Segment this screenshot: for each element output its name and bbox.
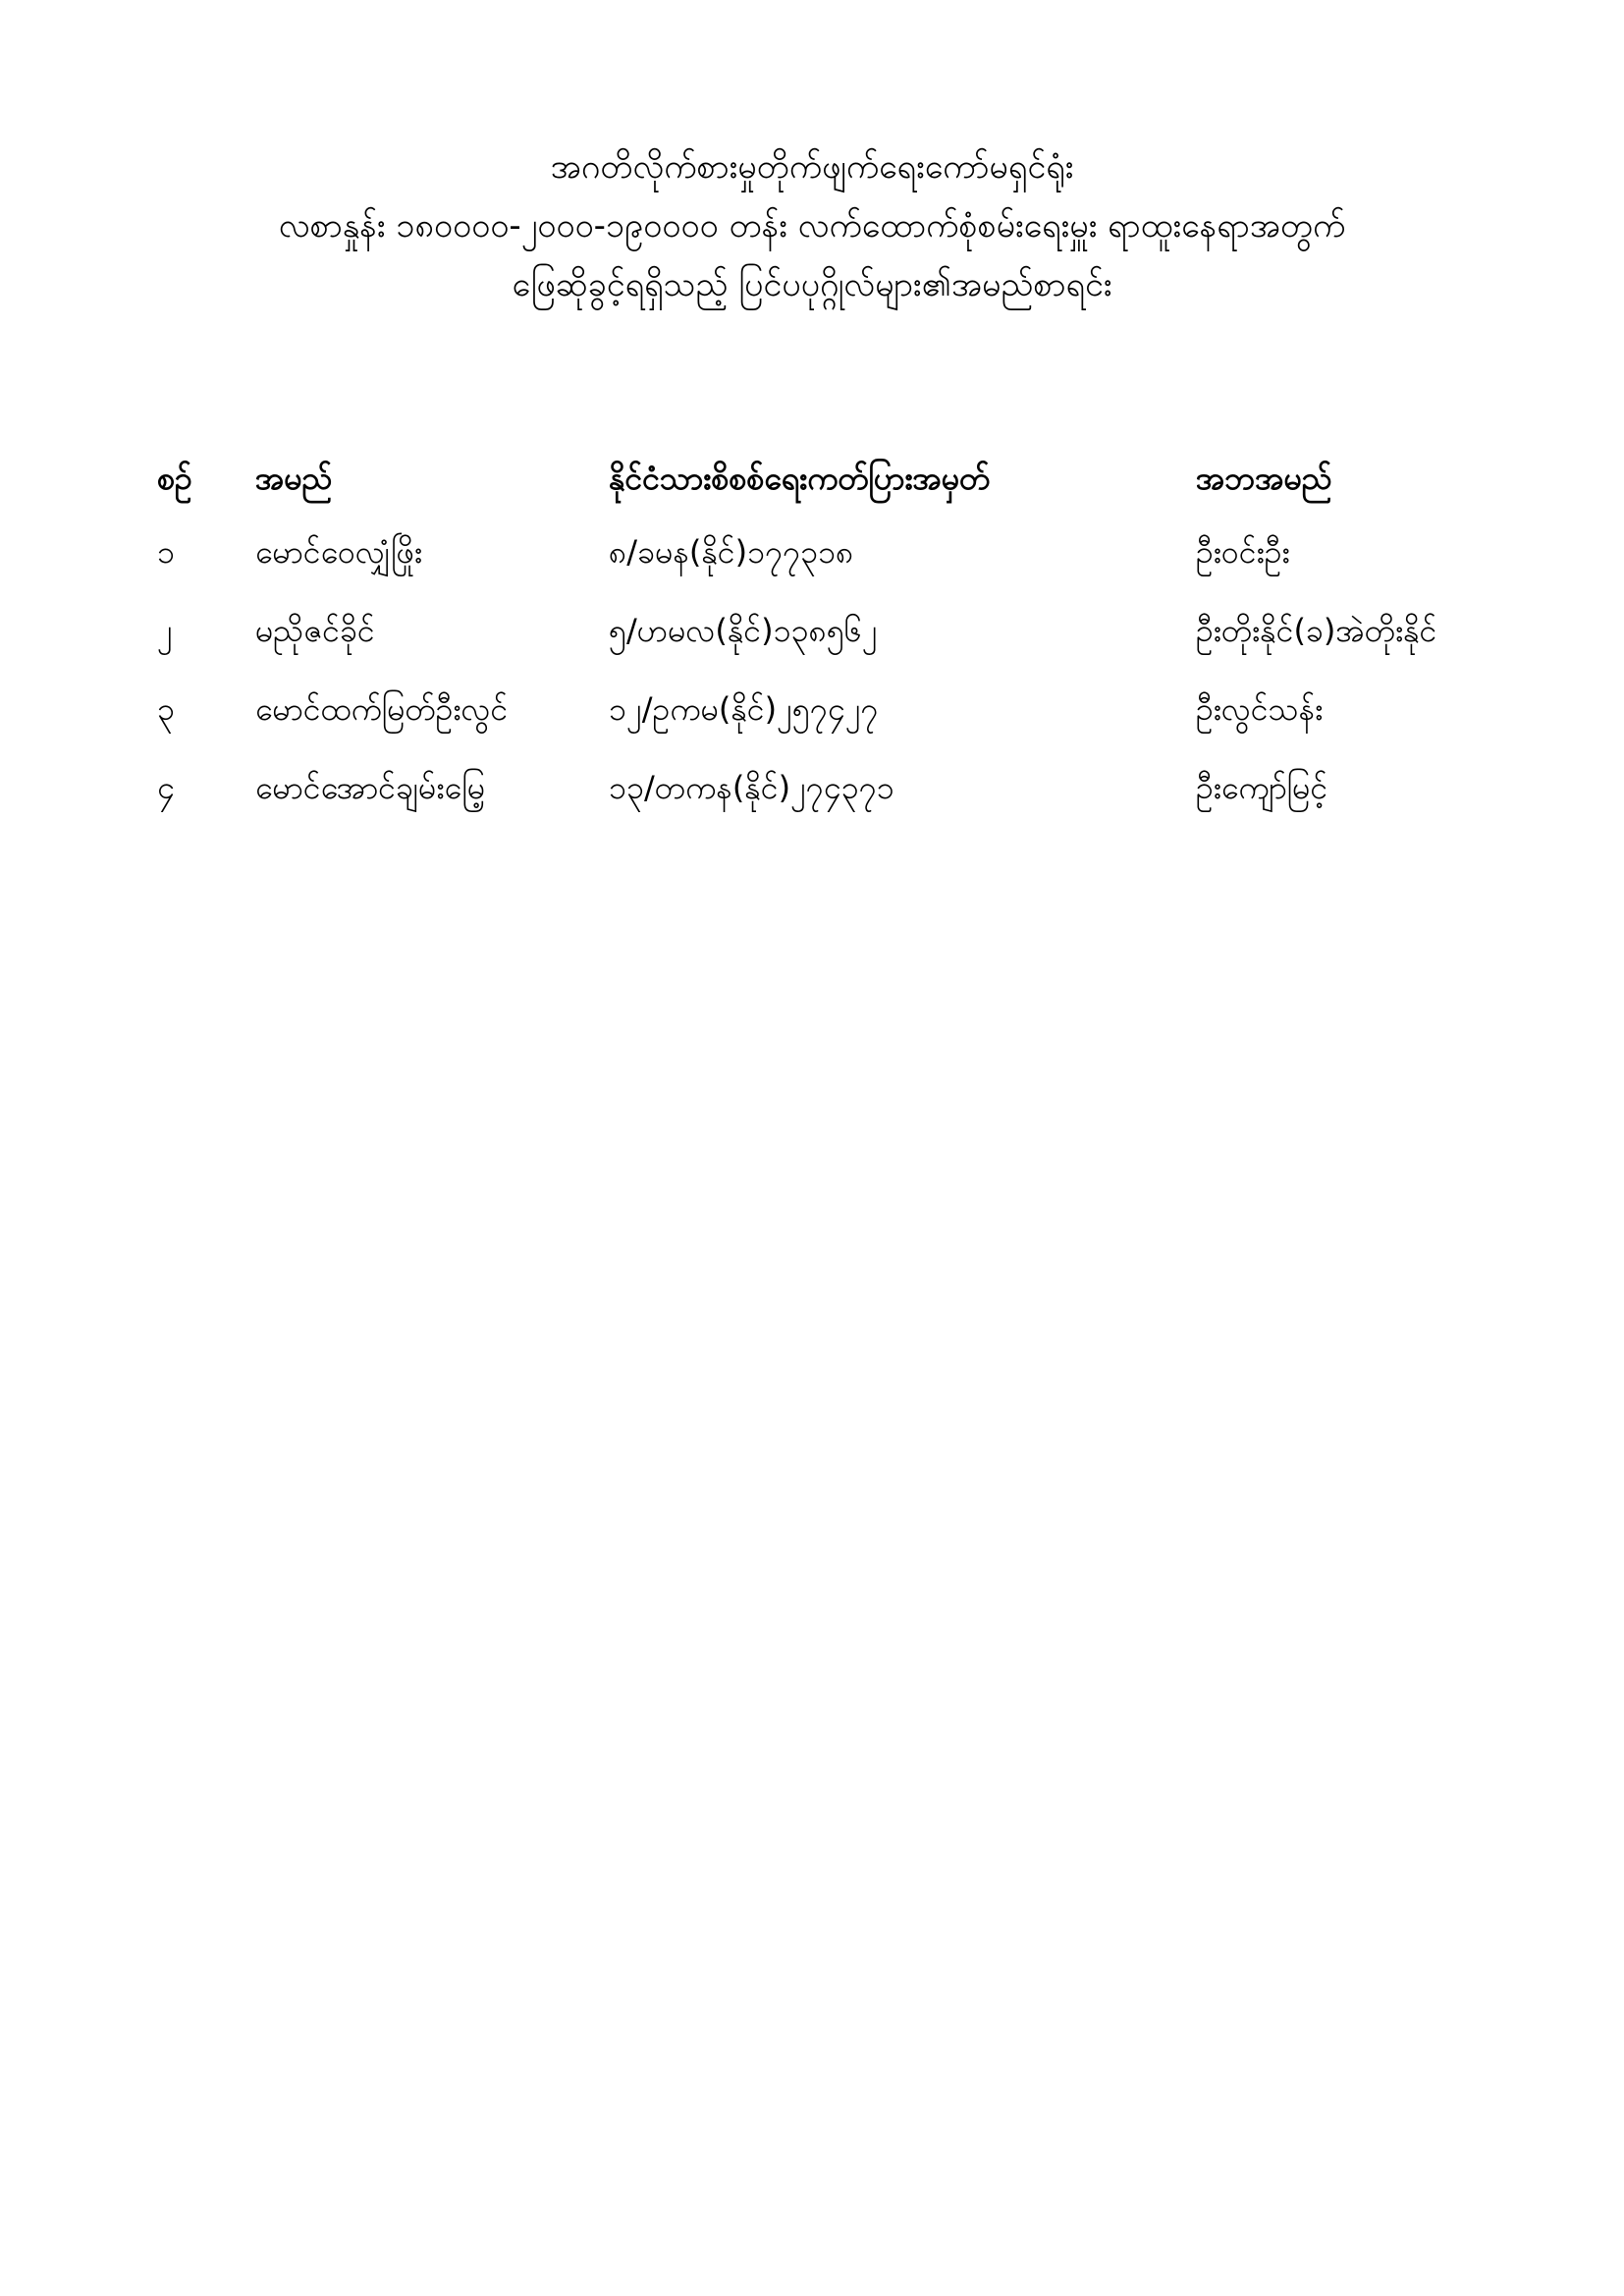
nrc-number: ၅/ဟမလ(နိုင်)၁၃၈၅၆၂	[609, 612, 878, 649]
column-header-name: အမည်	[255, 460, 333, 497]
column-header-serial: စဉ်	[157, 460, 192, 497]
father-name: ဦးတိုးနိုင်(ခ)အဲတိုးနိုင်	[1196, 612, 1437, 649]
serial-number: ၁	[157, 533, 175, 571]
candidate-name: မောင်အောင်ချမ်းမြေ့	[255, 769, 486, 806]
office-title: အဂတိလိုက်စားမှုတိုက်ဖျက်ရေးကော်မရှင်ရုံး	[550, 147, 1074, 187]
nrc-number: ၈/ခမန(နိုင်)၁၇၇၃၁၈	[609, 533, 854, 571]
serial-number: ၄	[157, 769, 175, 806]
father-name: ဦးလွင်သန်း	[1196, 690, 1324, 728]
candidate-table	[157, 447, 1549, 830]
candidate-name: မောင်ထက်မြတ်ဦးလွင်	[255, 690, 509, 728]
table-header-row	[157, 447, 1549, 516]
column-header-nrc: နိုင်ငံသားစိစစ်ရေးကတ်ပြားအမှတ်	[609, 460, 991, 497]
table-row	[157, 751, 1549, 830]
father-name: ဦးဝင်းဦး	[1196, 533, 1290, 571]
table-row	[157, 594, 1549, 673]
position-title: လစာနှုန်း ၁၈၀၀၀၀-၂၀၀၀-၁၉၀၀၀၀ တန်း လက်ထောက်စုံစမ်းရေးမှူး ရာထူးနေရာအတွက်	[278, 206, 1346, 246]
nrc-number: ၁၃/တကန(နိုင်)၂၇၄၃၇၁	[609, 769, 894, 806]
column-header-father-name: အဘအမည်	[1196, 460, 1332, 497]
list-title: ဖြေဆိုခွင့်ရရှိသည့် ပြင်ပပုဂ္ဂိုလ်များ၏အမည်စာရင်း	[512, 265, 1112, 304]
candidate-name: မညိုဇင်ခိုင်	[255, 612, 375, 649]
serial-number: ၂	[157, 612, 173, 649]
document-header	[0, 137, 1624, 314]
father-name: ဦးကျော်မြင့်	[1196, 769, 1328, 806]
candidate-name: မောင်ဝေလျှံဖြိုး	[255, 533, 422, 571]
nrc-number: ၁၂/ဥကမ(နိုင်)၂၅၇၄၂၇	[609, 690, 879, 728]
serial-number: ၃	[157, 690, 175, 728]
table-row	[157, 516, 1549, 594]
table-row	[157, 673, 1549, 751]
